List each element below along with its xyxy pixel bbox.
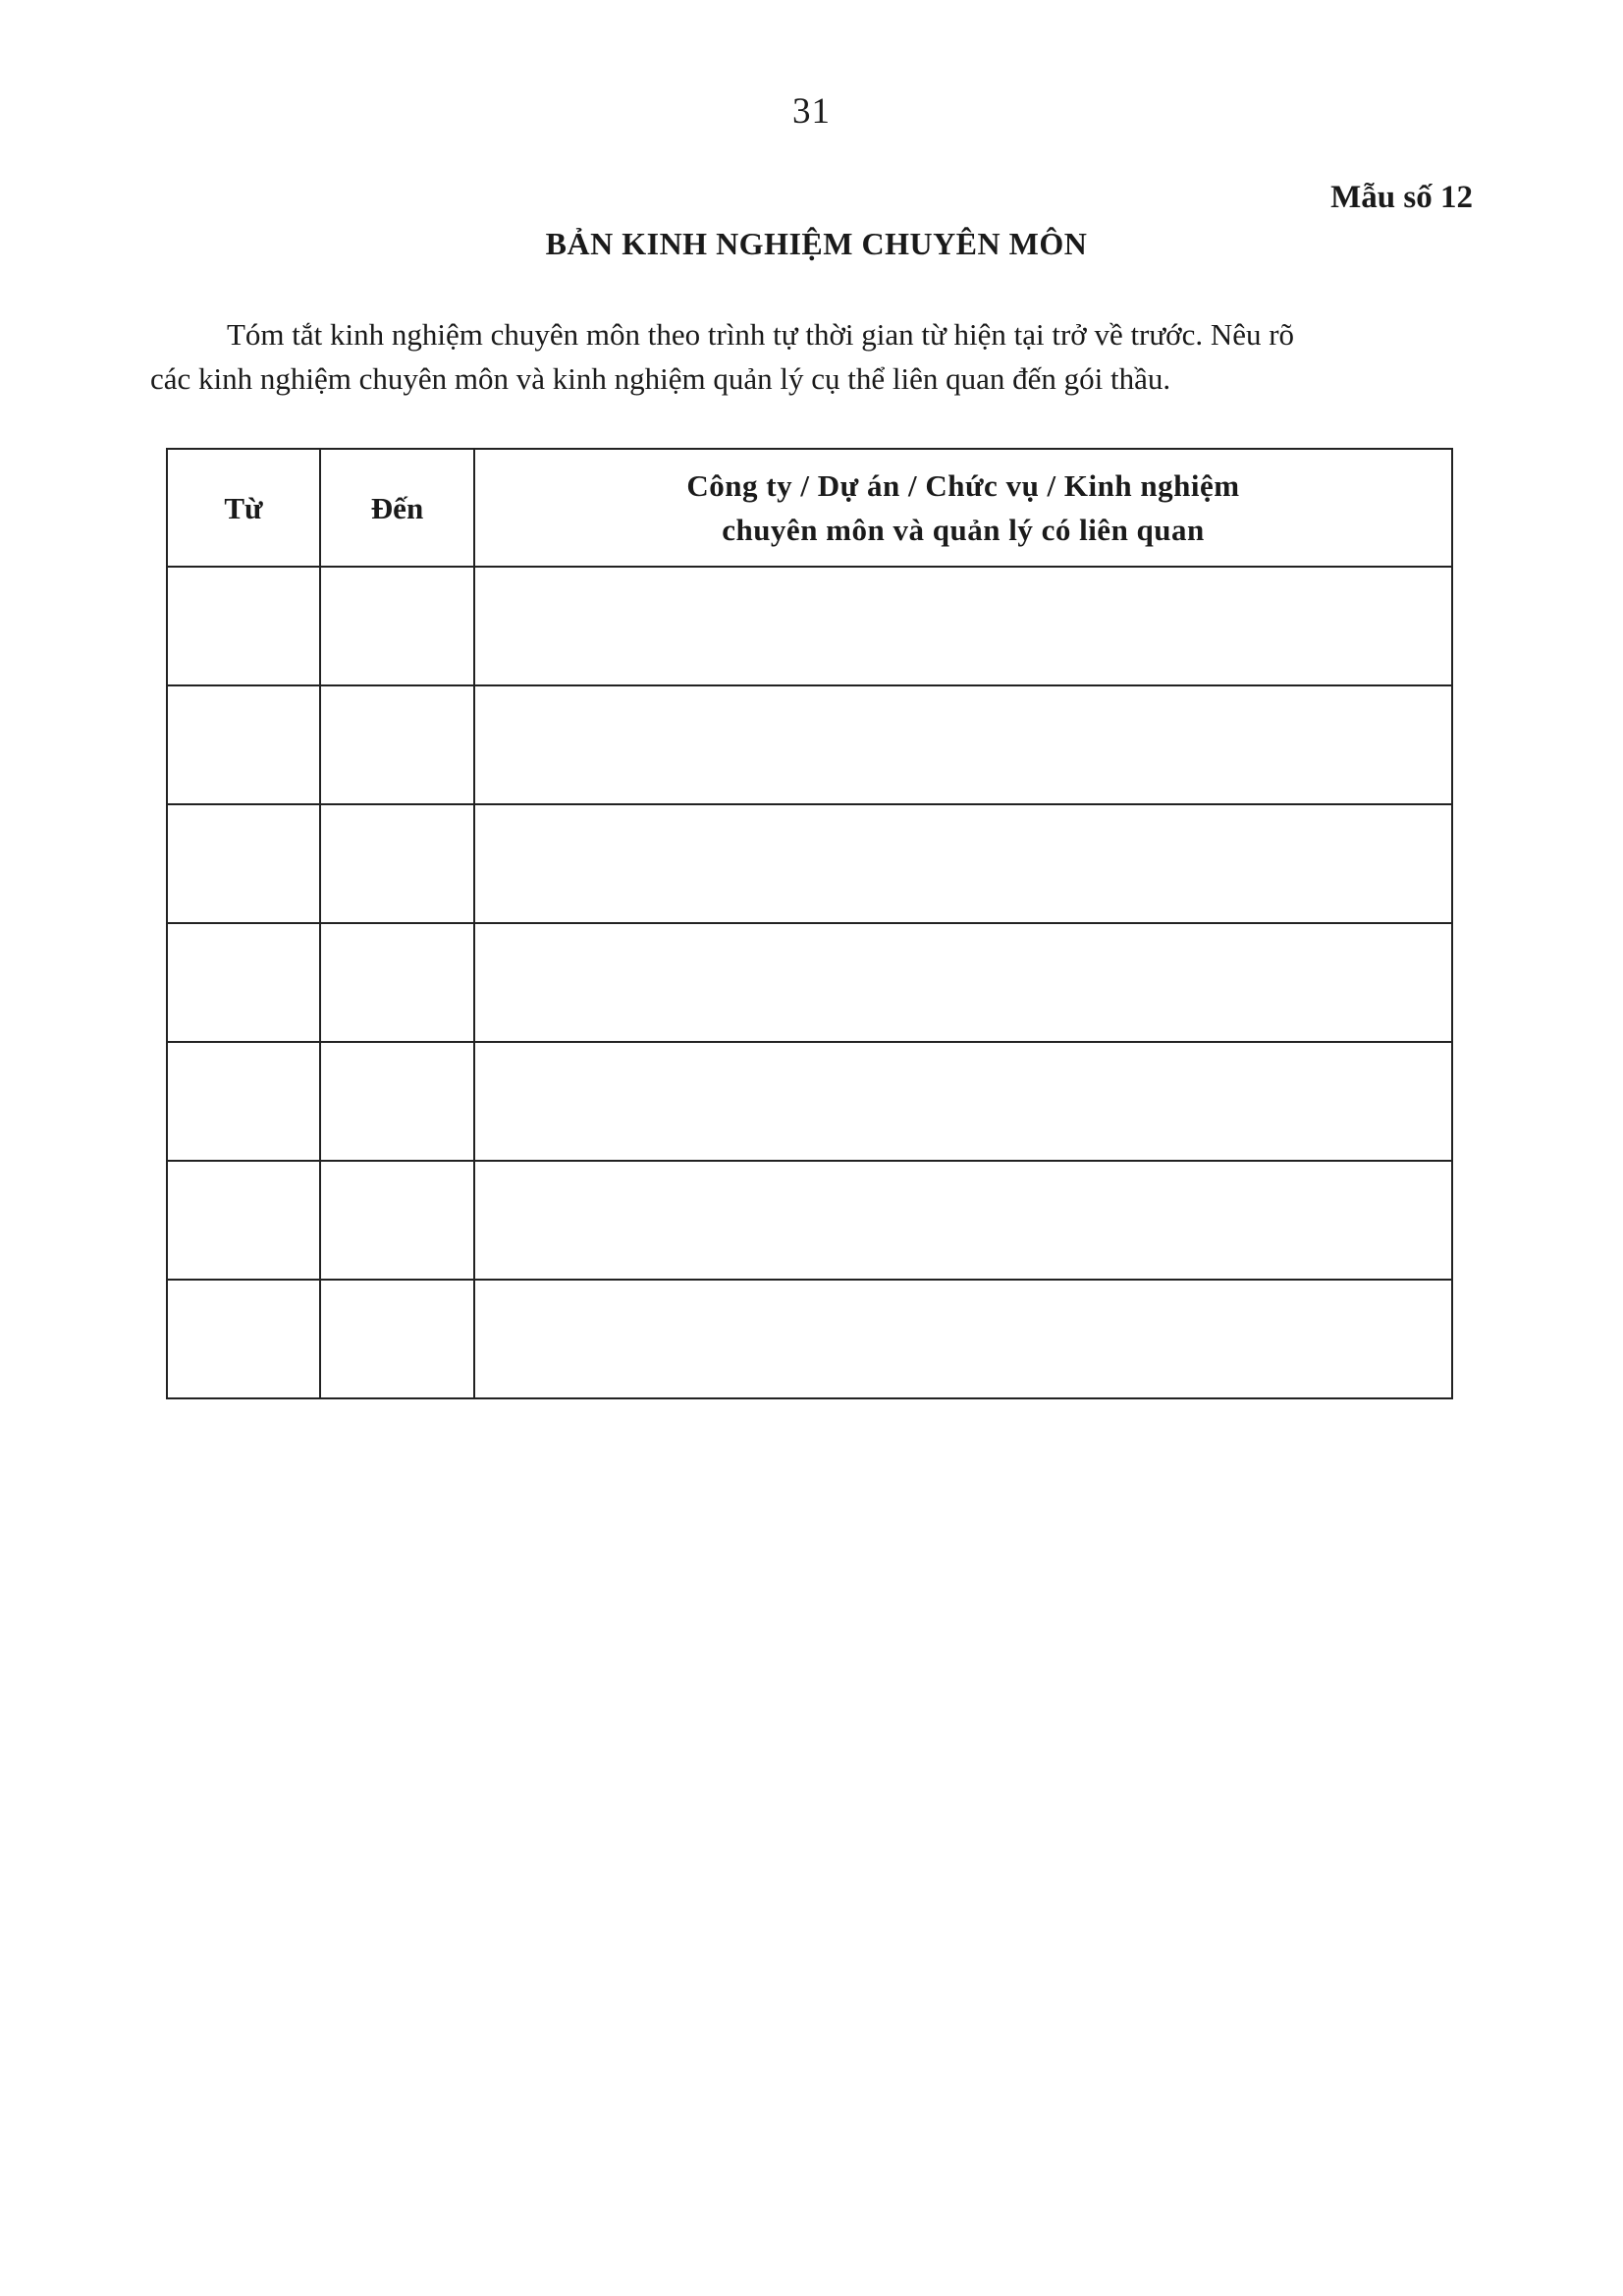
cell-description[interactable] [474,804,1452,923]
experience-table [166,448,1453,1399]
table-row [167,567,1452,685]
intro-line-2: các kinh nghiệm chuyên môn và kinh nghiệm quản lý cụ thể liên quan đến gói thầu. [150,361,1171,396]
cell-to[interactable] [320,1161,474,1280]
cell-description[interactable] [474,1042,1452,1161]
cell-from[interactable] [167,685,320,804]
table-row [167,804,1452,923]
cell-description[interactable] [474,1161,1452,1280]
cell-from[interactable] [167,923,320,1042]
cell-to[interactable] [320,923,474,1042]
form-number: Mẫu số 12 [1330,180,1473,215]
cell-from[interactable] [167,1280,320,1398]
cell-description[interactable] [474,685,1452,804]
header-description-line-1: Công ty / Dự án / Chức vụ / Kinh nghiệm [686,468,1240,503]
table-row [167,923,1452,1042]
intro-line-1: Tóm tắt kinh nghiệm chuyên môn theo trình tự thời gian từ hiện tại trở về trước. Nêu rõ [227,317,1295,352]
cell-from[interactable] [167,1042,320,1161]
intro-paragraph [150,312,1471,401]
cell-to[interactable] [320,567,474,685]
cell-to[interactable] [320,804,474,923]
header-description [474,449,1452,567]
cell-from[interactable] [167,804,320,923]
table-row [167,1280,1452,1398]
table-row [167,1161,1452,1280]
cell-from[interactable] [167,567,320,685]
cell-to[interactable] [320,1280,474,1398]
page-number: 31 [792,91,831,132]
cell-to[interactable] [320,1042,474,1161]
header-to: Đến [320,449,474,567]
cell-description[interactable] [474,567,1452,685]
table-row [167,1042,1452,1161]
table-header-row [167,449,1452,567]
cell-description[interactable] [474,1280,1452,1398]
cell-from[interactable] [167,1161,320,1280]
header-from: Từ [167,449,320,567]
cell-description[interactable] [474,923,1452,1042]
header-description-line-2: chuyên môn và quản lý có liên quan [722,513,1205,547]
document-title: BẢN KINH NGHIỆM CHUYÊN MÔN [545,226,1088,261]
table-row [167,685,1452,804]
cell-to[interactable] [320,685,474,804]
